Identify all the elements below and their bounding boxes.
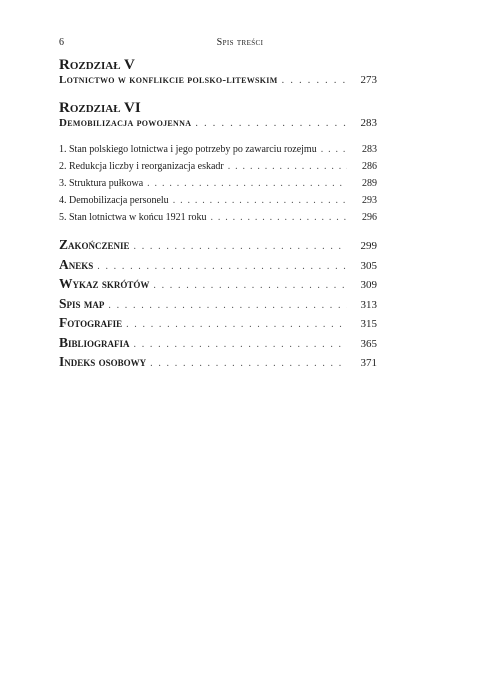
toc-entry-spis-map <box>59 296 377 316</box>
chapter-6-label: Rozdział VI <box>59 100 141 116</box>
toc-section-entry <box>59 161 377 178</box>
running-head-title: Spis treści <box>216 37 264 48</box>
toc-section-title: 3. Struktura pułkowa <box>59 178 144 189</box>
toc-section-page: 286 <box>362 161 377 172</box>
toc-entry-title: Zakończenie <box>59 237 130 252</box>
dot-leader <box>321 144 347 155</box>
toc-section-entry <box>59 212 377 229</box>
toc-entry-title: Fotografie <box>59 315 123 330</box>
table-of-contents <box>59 56 377 374</box>
toc-entry-title: Lotnictwo w konflikcie polsko-litewskim <box>59 74 278 86</box>
dot-leader <box>282 74 347 86</box>
toc-entry-page: 315 <box>360 318 377 330</box>
dot-leader <box>134 241 347 252</box>
page-number: 6 <box>59 37 64 48</box>
toc-entry-page: 365 <box>360 337 377 350</box>
toc-entry-title: Bibliografia <box>59 334 130 350</box>
dot-leader <box>147 178 347 189</box>
dot-leader <box>153 280 347 291</box>
chapter-5-label: Rozdział V <box>59 57 135 73</box>
toc-section-title: 4. Demobilizacja personelu <box>59 195 169 206</box>
spacer <box>59 229 377 237</box>
toc-entry-chapter-6 <box>59 117 377 135</box>
toc-entry-page: 309 <box>360 279 377 291</box>
toc-entry-title: Indeks osobowy <box>59 354 147 369</box>
toc-section-page: 296 <box>362 212 377 223</box>
toc-section-entry <box>59 178 377 195</box>
toc-entry-title: Spis map <box>59 295 105 311</box>
dot-leader <box>134 339 347 350</box>
toc-section-page: 293 <box>362 195 377 206</box>
toc-section-title: 5. Stan lotnictwa w końcu 1921 roku <box>59 212 207 223</box>
toc-entry-title: Aneks <box>59 256 94 272</box>
toc-section-title: 1. Stan polskiego lotnictwa i jego potrzeby po zawarciu rozejmu <box>59 144 317 155</box>
toc-entry-page: 305 <box>360 259 377 272</box>
running-head <box>59 37 421 51</box>
dot-leader <box>97 261 347 272</box>
toc-entry-zakonczenie <box>59 237 377 257</box>
toc-section-entry <box>59 195 377 212</box>
dot-leader <box>108 300 347 311</box>
toc-entry-indeks-osobowy <box>59 354 377 374</box>
toc-entry-aneks <box>59 257 377 277</box>
toc-entry-title: Demobilizacja powojenna <box>59 117 192 129</box>
toc-entry-fotografie <box>59 315 377 335</box>
toc-entry-bibliografia <box>59 335 377 355</box>
dot-leader <box>195 117 347 129</box>
dot-leader <box>228 161 347 172</box>
toc-entry-page: 273 <box>360 74 377 86</box>
toc-section-title: 2. Redukcja liczby i reorganizacja eskadr <box>59 161 224 172</box>
toc-entry-wykaz-skrotow <box>59 276 377 296</box>
dot-leader <box>210 212 347 223</box>
dot-leader <box>150 358 347 369</box>
dot-leader <box>126 319 347 330</box>
toc-section-page: 283 <box>362 144 377 155</box>
toc-entry-chapter-5 <box>59 74 377 92</box>
toc-entry-page: 283 <box>360 117 377 129</box>
toc-entry-page: 313 <box>360 298 377 311</box>
toc-entry-page: 299 <box>360 240 377 252</box>
dot-leader <box>173 195 347 206</box>
spacer <box>59 135 377 144</box>
toc-section-page: 289 <box>362 178 377 189</box>
toc-entry-page: 371 <box>360 357 377 369</box>
toc-section-entry <box>59 144 377 161</box>
toc-entry-title: Wykaz skrótów <box>59 276 150 291</box>
